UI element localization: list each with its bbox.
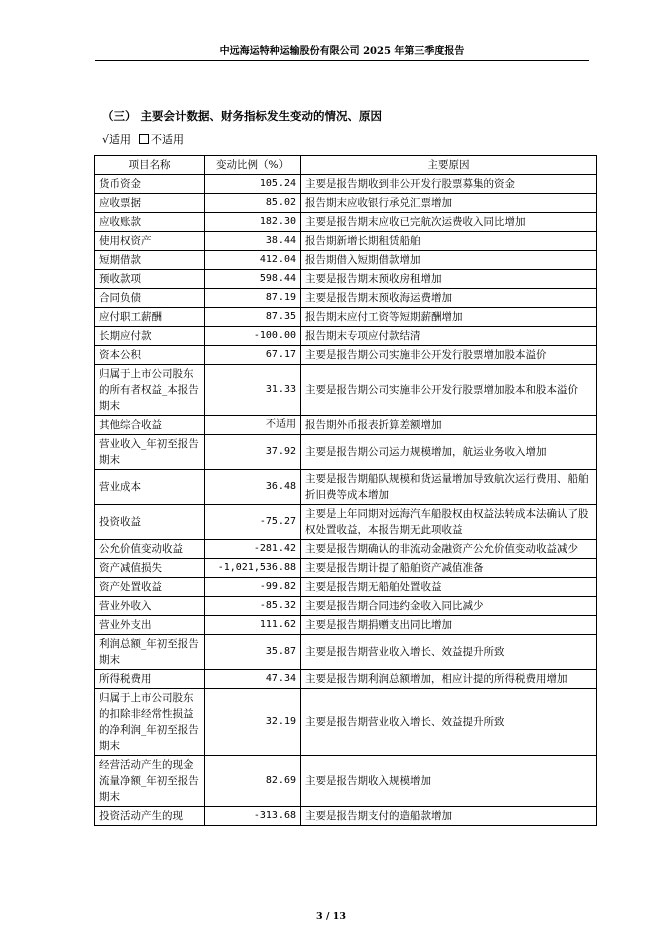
cell-ratio: 47.34 — [205, 670, 301, 689]
cell-ratio: 35.87 — [205, 635, 301, 670]
cell-reason: 主要是报告期末预收房租增加 — [301, 270, 597, 289]
cell-reason: 主要是报告期合同违约金收入同比减少 — [301, 597, 597, 616]
cell-ratio: -85.32 — [205, 597, 301, 616]
table-row — [95, 635, 597, 670]
cell-reason: 报告期末应付工资等短期薪酬增加 — [301, 308, 597, 327]
cell-ratio: 111.62 — [205, 616, 301, 635]
table-row — [95, 194, 597, 213]
table-row — [95, 289, 597, 308]
cell-item: 投资活动产生的现 — [95, 807, 205, 826]
cell-reason: 主要是报告期计提了船舶资产减值准备 — [301, 559, 597, 578]
cell-ratio: 85.02 — [205, 194, 301, 213]
cell-reason: 主要是报告期末应收已完航次运费收入同比增加 — [301, 213, 597, 232]
page-number: 3 / 13 — [316, 911, 346, 922]
cell-item: 经营活动产生的现金流量净额_年初至报告期末 — [95, 756, 205, 807]
cell-ratio: 36.48 — [205, 470, 301, 505]
cell-ratio: 105.24 — [205, 175, 301, 194]
table-row — [95, 308, 597, 327]
cell-ratio: -100.00 — [205, 327, 301, 346]
cell-ratio: 38.44 — [205, 232, 301, 251]
table-row — [95, 175, 597, 194]
table-row — [95, 327, 597, 346]
cell-reason: 主要是报告期确认的非流动金融资产公允价值变动收益减少 — [301, 540, 597, 559]
table-row — [95, 540, 597, 559]
cell-reason: 主要是上年同期对远海汽车船股权由权益法转成本法确认了股权处置收益，本报告期无此项收益 — [301, 505, 597, 540]
cell-item: 短期借款 — [95, 251, 205, 270]
table-row — [95, 435, 597, 470]
cell-item: 营业成本 — [95, 470, 205, 505]
cell-item: 归属于上市公司股东的所有者权益_本报告期末 — [95, 365, 205, 416]
not-applicable-label: 不适用 — [151, 133, 185, 146]
cell-item: 其他综合收益 — [95, 416, 205, 435]
cell-reason: 主要是报告期支付的造船款增加 — [301, 807, 597, 826]
table-body — [95, 175, 597, 826]
cell-reason: 主要是报告期营业收入增长、效益提升所致 — [301, 635, 597, 670]
cell-ratio: 182.30 — [205, 213, 301, 232]
cell-reason: 报告期末应收银行承兑汇票增加 — [301, 194, 597, 213]
cell-item: 使用权资产 — [95, 232, 205, 251]
cell-ratio: 67.17 — [205, 346, 301, 365]
cell-reason: 主要是报告期公司运力规模增加，航运业务收入增加 — [301, 435, 597, 470]
table-row — [95, 270, 597, 289]
cell-reason: 主要是报告期船队规模和货运量增加导致航次运行费用、船舶折旧费等成本增加 — [301, 470, 597, 505]
cell-item: 营业外支出 — [95, 616, 205, 635]
cell-reason: 报告期借入短期借款增加 — [301, 251, 597, 270]
table-row — [95, 505, 597, 540]
cell-reason: 主要是报告期公司实施非公开发行股票增加股本溢价 — [301, 346, 597, 365]
table-row — [95, 597, 597, 616]
cell-ratio: 31.33 — [205, 365, 301, 416]
checkbox-empty-icon — [139, 134, 149, 144]
table-row — [95, 365, 597, 416]
cell-item: 营业收入_年初至报告期末 — [95, 435, 205, 470]
cell-ratio: -313.68 — [205, 807, 301, 826]
cell-item: 投资收益 — [95, 505, 205, 540]
cell-item: 资产处置收益 — [95, 578, 205, 597]
header-ratio: 变动比例（%） — [205, 156, 301, 175]
cell-reason: 报告期外币报表折算差额增加 — [301, 416, 597, 435]
cell-reason: 主要是报告期捐赠支出同比增加 — [301, 616, 597, 635]
cell-item: 预收款项 — [95, 270, 205, 289]
cell-reason: 主要是报告期收入规模增加 — [301, 756, 597, 807]
cell-ratio: 598.44 — [205, 270, 301, 289]
table-row — [95, 416, 597, 435]
cell-ratio: 87.19 — [205, 289, 301, 308]
cell-ratio: 37.92 — [205, 435, 301, 470]
section-title: （三） 主要会计数据、财务指标发生变动的情况、原因 — [102, 109, 383, 123]
table-row — [95, 670, 597, 689]
cell-item: 合同负债 — [95, 289, 205, 308]
table-row — [95, 616, 597, 635]
cell-item: 应收票据 — [95, 194, 205, 213]
cell-reason: 主要是报告期利润总额增加，相应计提的所得税费用增加 — [301, 670, 597, 689]
table-row — [95, 689, 597, 756]
cell-reason: 主要是报告期末预收海运费增加 — [301, 289, 597, 308]
cell-item: 利润总额_年初至报告期末 — [95, 635, 205, 670]
cell-reason: 主要是报告期公司实施非公开发行股票增加股本和股本溢价 — [301, 365, 597, 416]
table-row — [95, 470, 597, 505]
cell-reason: 主要是报告期无船舶处置收益 — [301, 578, 597, 597]
cell-item: 归属于上市公司股东的扣除非经常性损益的净利润_年初至报告期末 — [95, 689, 205, 756]
cell-ratio: 不适用 — [205, 416, 301, 435]
changes-table — [94, 155, 597, 826]
cell-item: 公允价值变动收益 — [95, 540, 205, 559]
header-divider — [95, 60, 589, 61]
table-row — [95, 578, 597, 597]
applicable-label: 适用 — [109, 133, 132, 146]
cell-ratio: 32.19 — [205, 689, 301, 756]
cell-reason: 主要是报告期收到非公开发行股票募集的资金 — [301, 175, 597, 194]
cell-item: 资产减值损失 — [95, 559, 205, 578]
cell-ratio: -1,021,536.88 — [205, 559, 301, 578]
cell-item: 应收账款 — [95, 213, 205, 232]
cell-item: 营业外收入 — [95, 597, 205, 616]
table-row — [95, 346, 597, 365]
cell-reason: 主要是报告期营业收入增长、效益提升所致 — [301, 689, 597, 756]
cell-reason: 报告期新增长期租赁船舶 — [301, 232, 597, 251]
table-row — [95, 807, 597, 826]
cell-reason: 报告期末专项应付款结清 — [301, 327, 597, 346]
applicability-options — [102, 131, 184, 147]
table-row — [95, 232, 597, 251]
report-header: 中远海运特种运输股份有限公司 2025 年第三季度报告 — [219, 46, 465, 57]
cell-ratio: -281.42 — [205, 540, 301, 559]
cell-ratio: 82.69 — [205, 756, 301, 807]
header-item: 项目名称 — [95, 156, 205, 175]
table-row — [95, 251, 597, 270]
cell-item: 资本公积 — [95, 346, 205, 365]
table-row — [95, 559, 597, 578]
cell-item: 应付职工薪酬 — [95, 308, 205, 327]
cell-ratio: 87.35 — [205, 308, 301, 327]
applicable-checkmark: √ — [102, 133, 110, 146]
table-header-row — [95, 156, 597, 175]
table-row — [95, 756, 597, 807]
cell-ratio: -75.27 — [205, 505, 301, 540]
cell-ratio: -99.82 — [205, 578, 301, 597]
cell-item: 货币资金 — [95, 175, 205, 194]
cell-item: 所得税费用 — [95, 670, 205, 689]
cell-item: 长期应付款 — [95, 327, 205, 346]
cell-ratio: 412.04 — [205, 251, 301, 270]
header-reason: 主要原因 — [301, 156, 597, 175]
table-row — [95, 213, 597, 232]
